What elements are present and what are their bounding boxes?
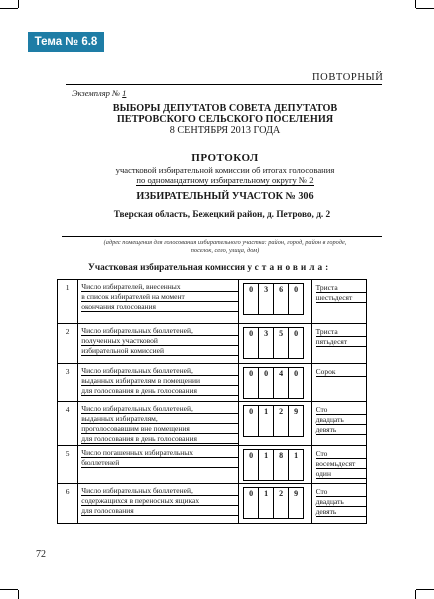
table-row xyxy=(58,484,367,524)
description-line: содержащихся в переносных ящиках xyxy=(81,496,238,506)
digit-cell: 6 xyxy=(274,283,289,315)
table-row xyxy=(58,324,367,364)
digit-cells xyxy=(239,364,311,402)
copy-label: Экземпляр № xyxy=(72,88,121,98)
description-line: Число избирательных бюллетеней, xyxy=(81,366,238,376)
value-in-words xyxy=(311,402,366,446)
divider xyxy=(66,84,382,85)
election-date: 8 СЕНТЯБРЯ 2013 ГОДА xyxy=(169,125,281,136)
words-line: Триста xyxy=(316,283,366,293)
digit-cell: 1 xyxy=(289,449,304,481)
row-description xyxy=(78,364,239,402)
description-line: для голосования в день голосования xyxy=(81,386,238,396)
crop-mark xyxy=(18,0,19,8)
digit-cell: 0 xyxy=(243,283,259,315)
description-line: Число избирательных бюллетеней, xyxy=(81,486,238,496)
description-line: Число избирательных бюллетеней, xyxy=(81,326,238,336)
description-line: выданных избирателям в помещении xyxy=(81,376,238,386)
digit-cell: 0 xyxy=(289,327,304,359)
digit-cell: 1 xyxy=(259,487,274,519)
crop-mark xyxy=(0,589,18,590)
election-title-line2: ПЕТРОВСКОГО СЕЛЬСКОГО ПОСЕЛЕНИЯ xyxy=(116,114,334,125)
row-number: 1 xyxy=(58,280,78,324)
digit-cell: 1 xyxy=(259,449,274,481)
digit-cell: 0 xyxy=(243,405,259,437)
repeat-label: ПОВТОРНЫЙ xyxy=(312,72,384,83)
value-in-words xyxy=(311,324,366,364)
description-line: полученных участковой xyxy=(81,336,238,346)
digit-cell: 0 xyxy=(243,367,259,399)
words-line: Триста xyxy=(316,327,366,337)
description-line: окончания голосования xyxy=(81,302,238,312)
copy-number xyxy=(72,88,126,98)
value-in-words xyxy=(311,446,366,484)
commission-statement xyxy=(88,263,331,273)
description-line: для голосования в день голосования xyxy=(81,434,238,444)
digit-cells xyxy=(239,324,311,364)
description-line: для голосования xyxy=(81,506,238,516)
words-line: Сто xyxy=(316,449,366,459)
digit-cell: 8 xyxy=(274,449,289,481)
copy-value: 1 xyxy=(122,88,127,98)
words-line: пятьдесят xyxy=(316,337,366,347)
words-line: восемьдесят xyxy=(316,459,366,469)
digit-cell: 0 xyxy=(243,449,259,481)
row-description xyxy=(78,324,239,364)
description-line: Число избирательных бюллетеней, xyxy=(81,404,238,414)
row-description xyxy=(78,280,239,324)
crop-mark xyxy=(416,8,434,9)
value-in-words xyxy=(311,484,366,524)
description-line: в список избирателей на момент xyxy=(81,292,238,302)
digit-cells xyxy=(239,446,311,484)
digit-cell: 1 xyxy=(259,405,274,437)
description-line: избирательной комиссией xyxy=(81,346,238,356)
digit-cell: 9 xyxy=(289,405,304,437)
words-line: девять xyxy=(316,507,366,517)
description-line: Число погашенных избирательных xyxy=(81,448,238,458)
words-line: двадцать xyxy=(316,415,366,425)
digit-cell: 4 xyxy=(274,367,289,399)
words-line: Сто xyxy=(316,487,366,497)
digit-cell: 9 xyxy=(289,487,304,519)
digit-cell: 0 xyxy=(243,487,259,519)
description-line: выданных избирателям, xyxy=(81,414,238,424)
table-row xyxy=(58,280,367,324)
precinct-number: ИЗБИРАТЕЛЬНЫЙ УЧАСТОК № 306 xyxy=(136,191,314,202)
digit-cell: 0 xyxy=(289,367,304,399)
digit-cell: 5 xyxy=(274,327,289,359)
description-line: бюллетеней xyxy=(81,458,238,468)
address-note xyxy=(75,239,375,255)
digit-cell: 0 xyxy=(289,283,304,315)
row-number: 3 xyxy=(58,364,78,402)
crop-mark xyxy=(415,0,416,8)
protocol-subtitle-2-text: по одномандатному избирательному округу № 2 xyxy=(136,175,314,185)
digit-cells xyxy=(239,402,311,446)
words-line: Сорок xyxy=(316,367,366,377)
crop-mark xyxy=(416,589,434,590)
commission-prefix: Участковая избирательная комиссия xyxy=(88,263,245,273)
protocol-subtitle-2 xyxy=(80,175,370,185)
description-line: проголосовавшим вне помещения xyxy=(81,424,238,434)
digit-cells xyxy=(239,484,311,524)
table-row xyxy=(58,446,367,484)
digit-cell: 3 xyxy=(259,327,274,359)
commission-verb: установила: xyxy=(247,263,332,273)
digit-cell: 2 xyxy=(274,487,289,519)
election-title-line1: ВЫБОРЫ ДЕПУТАТОВ СОВЕТА ДЕПУТАТОВ xyxy=(112,103,338,114)
table-row xyxy=(58,402,367,446)
words-line: Сто xyxy=(316,405,366,415)
address-note-line1: (адрес помещения для голосования избирательного участка: район, город, район в городе, xyxy=(103,239,347,246)
row-number: 4 xyxy=(58,402,78,446)
row-description xyxy=(78,446,239,484)
description-line: Число избирателей, внесенных xyxy=(81,282,238,292)
digit-cell: 2 xyxy=(274,405,289,437)
digit-cell: 3 xyxy=(259,283,274,315)
row-number: 5 xyxy=(58,446,78,484)
results-table xyxy=(57,279,367,524)
row-description xyxy=(78,484,239,524)
row-description xyxy=(78,402,239,446)
crop-mark xyxy=(0,8,18,9)
words-line: двадцать xyxy=(316,497,366,507)
digit-cell: 0 xyxy=(259,367,274,399)
words-line: шестьдесят xyxy=(316,293,366,303)
words-line: один xyxy=(316,469,366,479)
address-note-line2: поселок, село, улица, дом) xyxy=(190,247,260,254)
table-row xyxy=(58,364,367,402)
page-number: 72 xyxy=(36,549,46,560)
protocol-subtitle-1: участковой избирательной комиссии об итогах голосования xyxy=(115,165,335,175)
row-number: 2 xyxy=(58,324,78,364)
crop-mark xyxy=(415,590,416,599)
value-in-words xyxy=(311,364,366,402)
precinct-address: Тверская область, Бежецкий район, д. Петрово, д. 2 xyxy=(113,210,331,220)
words-line: девять xyxy=(316,425,366,435)
digit-cells xyxy=(239,280,311,324)
protocol-heading: ПРОТОКОЛ xyxy=(191,152,259,164)
crop-mark xyxy=(18,590,19,599)
topic-badge: Тема № 6.8 xyxy=(28,32,104,52)
address-underline xyxy=(62,236,382,237)
digit-cell: 0 xyxy=(243,327,259,359)
value-in-words xyxy=(311,280,366,324)
row-number: 6 xyxy=(58,484,78,524)
